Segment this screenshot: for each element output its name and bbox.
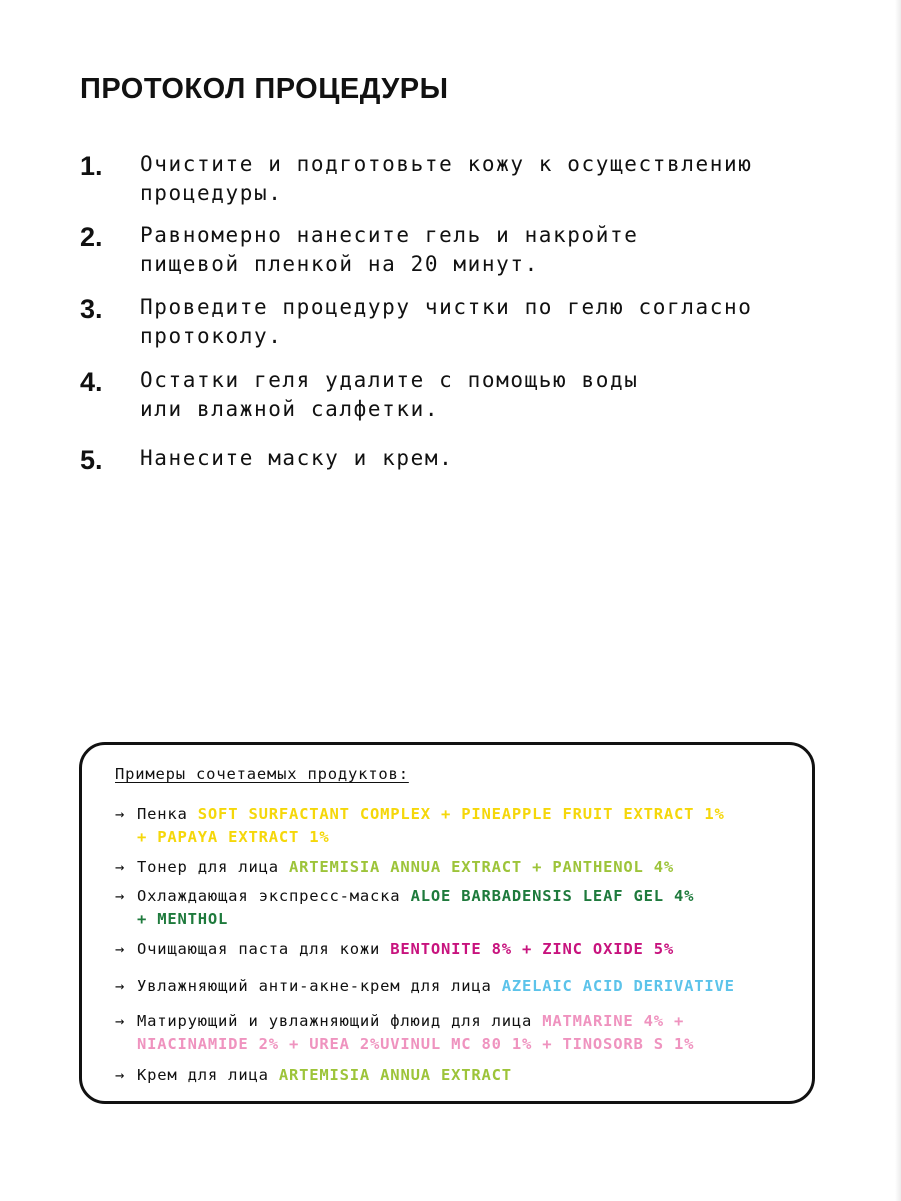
- step-5: [80, 444, 840, 484]
- products-heading: Примеры сочетаемых продуктов:: [115, 765, 409, 783]
- product-item-cleansing-paste: [115, 938, 795, 961]
- product-label: Пенка: [137, 805, 198, 823]
- product-label: Охлаждающая экспресс-маска: [137, 887, 411, 905]
- product-label: Тонер для лица: [137, 858, 289, 876]
- product-label: Увлажняющий анти-акне-крем для лица: [137, 977, 502, 995]
- product-ingredients-cont: + PAPAYA EXTRACT 1%: [137, 828, 330, 846]
- step-text: Очистите и подготовьте кожу к осуществлению процедуры.: [140, 152, 753, 205]
- product-item-anti-acne-cream: [115, 975, 795, 998]
- arrow-right-icon: →: [115, 887, 126, 905]
- page-title: ПРОТОКОЛ ПРОЦЕДУРЫ: [80, 73, 449, 105]
- product-item-toner: [115, 856, 795, 879]
- arrow-right-icon: →: [115, 858, 126, 876]
- product-label: Очищающая паста для кожи: [137, 940, 391, 958]
- product-ingredients-cont: + MENTHOL: [137, 910, 229, 928]
- arrow-right-icon: →: [115, 1012, 126, 1030]
- product-ingredients: ARTEMISIA ANNUA EXTRACT + PANTHENOL 4%: [288, 858, 674, 876]
- arrow-right-icon: →: [115, 1066, 126, 1084]
- step-3: [80, 293, 840, 366]
- arrow-right-icon: →: [115, 940, 126, 958]
- step-text: Проведите процедуру чистки по гелю согласно протоколу.: [140, 295, 753, 348]
- product-item-face-cream: [115, 1064, 795, 1087]
- product-label: Матирующий и увлажняющий флюид для лица: [137, 1012, 543, 1030]
- step-number: 5.: [80, 445, 103, 475]
- step-number: 4.: [80, 367, 103, 397]
- compatible-products-box: [79, 742, 815, 1104]
- arrow-right-icon: →: [115, 977, 126, 995]
- arrow-right-icon: →: [115, 805, 126, 823]
- step-number: 3.: [80, 294, 103, 324]
- product-ingredients: ALOE BARBADENSIS LEAF GEL 4%: [410, 887, 695, 905]
- product-item-mattifying-fluid: [115, 1010, 795, 1056]
- step-1: [80, 150, 840, 221]
- step-4: [80, 366, 840, 444]
- product-ingredients: ARTEMISIA ANNUA EXTRACT: [278, 1066, 512, 1084]
- product-label: Крем для лица: [137, 1066, 279, 1084]
- step-text: Остатки геля удалите с помощью воды или влажной салфетки.: [140, 368, 639, 421]
- step-number: 1.: [80, 151, 103, 181]
- product-ingredients: SOFT SURFACTANT COMPLEX + PINEAPPLE FRUIT EXTRACT 1%: [197, 805, 725, 823]
- product-item-cooling-mask: [115, 885, 795, 931]
- product-ingredients: MATMARINE 4% +: [542, 1012, 685, 1030]
- product-ingredients: BENTONITE 8% + ZINC OXIDE 5%: [390, 940, 674, 958]
- procedure-steps: [80, 150, 840, 484]
- step-text: Равномерно нанесите гель и накройте пищевой пленкой на 20 минут.: [140, 223, 639, 276]
- step-2: [80, 221, 840, 293]
- product-ingredients-cont: NIACINAMIDE 2% + UREA 2%UVINUL MC 80 1% + TINOSORB S 1%: [137, 1035, 695, 1053]
- product-item-foam: [115, 803, 795, 849]
- page-edge-shadow: [895, 0, 901, 1201]
- step-number: 2.: [80, 222, 103, 252]
- step-text: Нанесите маску и крем.: [140, 446, 454, 470]
- product-ingredients: AZELAIC ACID DERIVATIVE: [501, 977, 735, 995]
